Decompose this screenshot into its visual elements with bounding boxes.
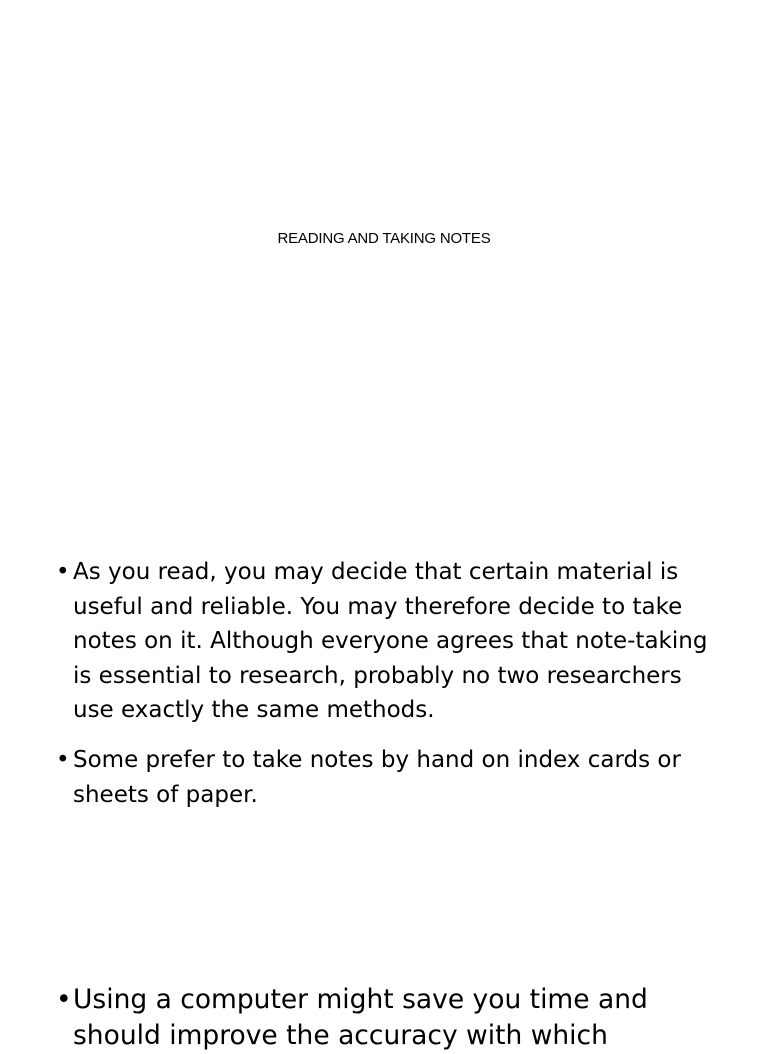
bullet-list bbox=[56, 555, 716, 812]
bullet-marker: • bbox=[56, 746, 70, 773]
bullet-item bbox=[56, 555, 716, 728]
bullet-item bbox=[56, 743, 716, 812]
page-title: READING AND TAKING NOTES bbox=[277, 230, 491, 247]
bullet-text: As you read, you may decide that certain material is useful and reliable. You may therefore decide to take notes on it. Although everyone agrees that note-taking is essential to research, probably no two researchers use exactly the same methods. bbox=[73, 559, 708, 724]
bullet-text: Using a computer might save you time and should improve the accuracy with which bbox=[73, 984, 648, 1051]
bullet-text: Some prefer to take notes by hand on index cards or sheets of paper. bbox=[73, 746, 681, 808]
bullet-marker: • bbox=[56, 984, 72, 1015]
bullet-list-continued bbox=[56, 982, 716, 1054]
bullet-marker: • bbox=[56, 559, 70, 585]
bullet-item bbox=[56, 982, 716, 1054]
